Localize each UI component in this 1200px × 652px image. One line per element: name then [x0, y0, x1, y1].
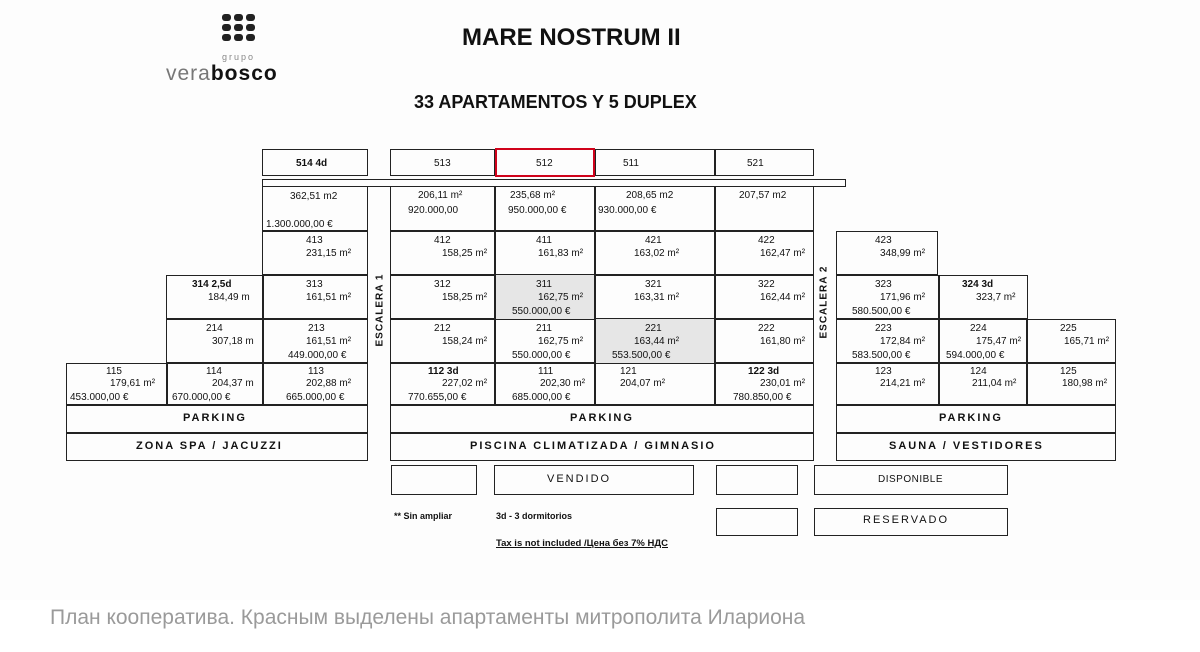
unit-115-area: 179,61 m²: [110, 378, 156, 389]
unit-322-label: 322: [758, 279, 775, 290]
image-caption: План кооператива. Красным выделены апартаменты митрополита Илариона: [50, 606, 806, 629]
unit-223-label: 223: [875, 323, 892, 334]
unit-323-price: 580.500,00 €: [852, 306, 911, 317]
unit-115-label: 115: [106, 366, 122, 377]
legend-available-label: DISPONIBLE: [878, 474, 944, 485]
unit-512-price: 950.000,00 €: [508, 205, 567, 216]
zone-sauna-label: SAUNA / VESTIDORES: [889, 440, 1044, 452]
unit-115-price: 453.000,00 €: [70, 392, 129, 403]
note-sin-ampliar: ** Sin ampliar: [394, 511, 453, 521]
unit-214-area: 307,18 m: [212, 336, 254, 347]
unit-323-label: 323: [875, 279, 892, 290]
page-title: MARE NOSTRUM II: [462, 24, 681, 51]
unit-314-area: 184,49 m: [208, 292, 250, 303]
unit-423-area: 348,99 m²: [880, 248, 926, 259]
tax-note: Tax is not included /Цена без 7% НДС: [496, 538, 668, 549]
zone-spa-label: ZONA SPA / JACUZZI: [136, 440, 283, 452]
unit-311-label: 311: [536, 279, 552, 290]
unit-314-label: 314 2,5d: [192, 279, 232, 290]
unit-511-area: 208,65 m2: [626, 190, 674, 201]
unit-112-price: 770.655,00 €: [408, 392, 467, 403]
legend-available-swatch: [716, 465, 798, 495]
unit-311-price: 550.000,00 €: [512, 306, 571, 317]
unit-413-area: 231,15 m²: [306, 248, 352, 259]
stair-2-label: ESCALERA 2: [818, 265, 830, 339]
unit-422-label: 422: [758, 235, 775, 246]
unit-513-area: 206,11 m²: [418, 190, 463, 201]
unit-125-area: 180,98 m²: [1062, 378, 1108, 389]
unit-223-price: 583.500,00 €: [852, 350, 911, 361]
legend-reserved-swatch: [716, 508, 798, 536]
stair-1-label: ESCALERA 1: [374, 273, 386, 347]
unit-122-label: 122 3d: [748, 366, 780, 377]
unit-221-price: 553.500,00 €: [612, 350, 671, 361]
unit-512-label: 512: [536, 158, 553, 169]
unit-423-label: 423: [875, 235, 892, 246]
unit-514-label: 514 4d: [296, 158, 328, 169]
parking-center-label: PARKING: [570, 412, 634, 424]
unit-214-label: 214: [206, 323, 223, 334]
unit-412-area: 158,25 m²: [442, 248, 488, 259]
unit-122-price: 780.850,00 €: [733, 392, 792, 403]
logo-word-left: vera: [166, 62, 211, 85]
legend-reserved-label: RESERVADO: [863, 514, 950, 526]
unit-123-area: 214,21 m²: [880, 378, 926, 389]
unit-521-area: 207,57 m2: [739, 190, 787, 201]
unit-321-area: 163,31 m²: [634, 292, 680, 303]
unit-225-area: 165,71 m²: [1064, 336, 1110, 347]
unit-213-area: 161,51 m²: [306, 336, 352, 347]
unit-122-area: 230,01 m²: [760, 378, 806, 389]
unit-111-area: 202,30 m²: [540, 378, 586, 389]
unit-111-label: 111: [538, 366, 554, 377]
unit-112-area: 227,02 m²: [442, 378, 488, 389]
unit-121-label: 121: [620, 366, 637, 377]
unit-411-label: 411: [536, 235, 552, 246]
unit-311-area: 162,75 m²: [538, 292, 584, 303]
unit-114-area: 204,37 m: [212, 378, 254, 389]
parking-left-label: PARKING: [183, 412, 247, 424]
unit-324-label: 324 3d: [962, 279, 994, 290]
unit-113-area: 202,88 m²: [306, 378, 352, 389]
unit-322-area: 162,44 m²: [760, 292, 806, 303]
unit-213-label: 213: [308, 323, 325, 334]
parking-right-label: PARKING: [939, 412, 1003, 424]
unit-512-area: 235,68 m²: [510, 190, 556, 201]
unit-514-area: 362,51 m2: [290, 191, 338, 202]
unit-411-area: 161,83 m²: [538, 248, 584, 259]
unit-323-area: 171,96 m²: [880, 292, 926, 303]
unit-211-price: 550.000,00 €: [512, 350, 571, 361]
page-subtitle: 33 APARTAMENTOS Y 5 DUPLEX: [414, 92, 697, 112]
unit-321-label: 321: [645, 279, 662, 290]
unit-121-area: 204,07 m²: [620, 378, 666, 389]
unit-513-label: 513: [434, 158, 451, 169]
unit-113-price: 665.000,00 €: [286, 392, 345, 403]
unit-324-area: 323,7 m²: [976, 292, 1016, 303]
unit-422-area: 162,47 m²: [760, 248, 806, 259]
unit-123-label: 123: [875, 366, 892, 377]
unit-211-label: 211: [536, 323, 552, 334]
note-3d: 3d - 3 dormitorios: [496, 511, 573, 521]
unit-114-price: 670.000,00 €: [172, 392, 231, 403]
unit-124-area: 211,04 m²: [972, 378, 1017, 389]
unit-312-label: 312: [434, 279, 451, 290]
unit-113-label: 113: [308, 366, 324, 377]
logo-word-right: bosco: [210, 62, 278, 85]
unit-514-price: 1.300.000,00 €: [266, 219, 333, 230]
unit-513-price: 920.000,00: [408, 205, 459, 216]
unit-222-area: 161,80 m²: [760, 336, 806, 347]
legend-sold-swatch: [391, 465, 477, 495]
unit-212-label: 212: [434, 323, 451, 334]
unit-112-label: 112 3d: [428, 366, 459, 377]
unit-413-label: 413: [306, 235, 323, 246]
zone-pool-label: PISCINA CLIMATIZADA / GIMNASIO: [470, 440, 716, 452]
unit-521-label: 521: [747, 158, 764, 169]
unit-124-label: 124: [970, 366, 987, 377]
unit-313-label: 313: [306, 279, 323, 290]
unit-223-area: 172,84 m²: [880, 336, 926, 347]
unit-313-area: 161,51 m²: [306, 292, 352, 303]
unit-224-label: 224: [970, 323, 987, 334]
unit-511-price: 930.000,00 €: [598, 205, 657, 216]
unit-212-area: 158,24 m²: [442, 336, 488, 347]
unit-211-area: 162,75 m²: [538, 336, 584, 347]
unit-224-area: 175,47 m²: [976, 336, 1022, 347]
unit-125-label: 125: [1060, 366, 1077, 377]
unit-114-label: 114: [206, 366, 222, 377]
terrace-band: [262, 179, 846, 187]
logo-top-text: grupo: [222, 52, 256, 62]
unit-421-area: 163,02 m²: [634, 248, 680, 259]
logo-icon: [220, 14, 264, 48]
unit-312-area: 158,25 m²: [442, 292, 488, 303]
unit-213-price: 449.000,00 €: [288, 350, 347, 361]
unit-412-label: 412: [434, 235, 451, 246]
unit-221-area: 163,44 m²: [634, 336, 680, 347]
unit-225-label: 225: [1060, 323, 1077, 334]
unit-224-price: 594.000,00 €: [946, 350, 1005, 361]
unit-421-label: 421: [645, 235, 662, 246]
unit-222-label: 222: [758, 323, 775, 334]
logo-wordmark: [166, 62, 278, 86]
legend-sold-label: VENDIDO: [547, 473, 612, 485]
unit-511-label: 511: [623, 158, 639, 169]
unit-111-price: 685.000,00 €: [512, 392, 571, 403]
unit-221-label: 221: [645, 323, 662, 334]
